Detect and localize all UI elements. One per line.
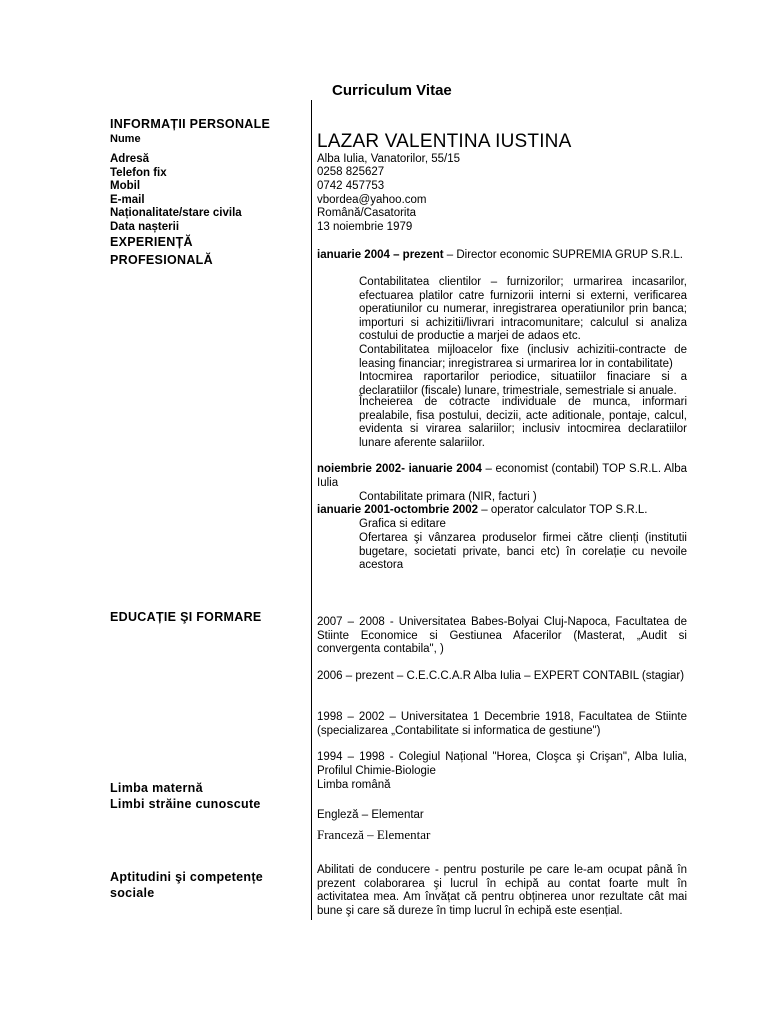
name-label: Nume: [110, 133, 141, 145]
education-item: 2006 – prezent – C.E.C.C.A.R Alba Iulia – EXPERT CONTABIL (stagiar): [317, 670, 685, 682]
job2-period: noiembrie 2002- ianuarie 2004: [317, 463, 482, 475]
foreign-languages-label: Limbi străine cunoscute: [110, 797, 261, 811]
column-divider: [311, 100, 312, 920]
mother-tongue-value: Limba română: [317, 779, 391, 791]
job1-duty: Contabilitatea clientilor – furnizorilor; urmarirea incasarilor, efectuarea platilor catre furnizorii interni si externi, verificarea operatiunilor cu numerar, inregistrarea operatiunilor prin banca; importuri si achizitii/livrari intracomunitare; calculul si analiza costului de productie a marjei de adaos etc.: [359, 276, 687, 343]
mobile-value: 0742 457753: [317, 180, 385, 192]
section-education: EDUCAȚIE ŞI FORMARE: [110, 610, 262, 624]
job1-duty: Intocmirea raportarilor periodice, situatiilor finaciare si a declaratiilor (fiscale) lunare, trimestriale, semestriale si anuale.: [359, 371, 687, 397]
job2-role: – economist (contabil) TOP S.R.L. Alba Iulia: [317, 463, 688, 489]
email-label: E-mail: [110, 194, 145, 206]
address-label: Adresă: [110, 153, 149, 165]
address-value: Alba Iulia, Vanatorilor, 55/15: [317, 153, 460, 165]
section-experience-line2: PROFESIONALĂ: [110, 253, 213, 267]
social-skills-label-line2: sociale: [110, 886, 155, 900]
phone-label: Telefon fix: [110, 167, 167, 179]
job3-period: ianuarie 2001-octombrie 2002: [317, 504, 479, 516]
job2-header: [317, 463, 687, 490]
social-skills-text: Abilitati de conducere - pentru posturile pe care le-am ocupat până în prezent colaborarea şi lucrul în echipă au contat foarte mult în activitatea mea. Am învățat că pentru obținerea unor rezultate cât mai bune şi care să dureze în timp lucrul în echipă este esențial.: [317, 864, 687, 917]
nationality-value: Română/Casatorita: [317, 207, 417, 219]
phone-value: 0258 825627: [317, 166, 385, 178]
mother-tongue-label: Limba maternă: [110, 781, 203, 795]
section-experience-line1: EXPERIENȚĂ: [110, 235, 193, 249]
foreign-language-english: Engleză – Elementar: [317, 809, 424, 821]
job2-duty: Contabilitate primara (NIR, facturi ): [359, 491, 537, 503]
name-value: LAZAR VALENTINA IUSTINA: [317, 131, 572, 152]
job1-duty: Contabilitatea mijloacelor fixe (inclusiv achizitii-contracte de leasing financiar; inregistrarea si urmarirea lor in contabilitate): [359, 344, 687, 370]
section-personal-info: INFORMAȚII PERSONALE: [110, 117, 271, 131]
job1-role: – Director economic SUPREMIA GRUP S.R.L.: [443, 249, 684, 261]
cv-title: Curriculum Vitae: [332, 82, 452, 99]
social-skills-label-line1: Aptitudini şi competențe: [110, 870, 264, 884]
education-item: 1994 – 1998 - Colegiul Național "Horea, Cloşca şi Crişan", Alba Iulia, Profilul Chimie-Biologie: [317, 751, 687, 777]
email-value: vbordea@yahoo.com: [317, 194, 427, 206]
job3-duty: Ofertarea şi vânzarea produselor firmei către clienți (institutii bugetare, societati private, banci etc) în corelație cu nevoile acestora: [359, 532, 687, 572]
job3-role: – operator calculator TOP S.R.L.: [478, 504, 648, 516]
job3-header: [317, 504, 687, 518]
birth-value: 13 noiembrie 1979: [317, 221, 413, 233]
job1-header: [317, 249, 687, 263]
job3-duty: Grafica si editare: [359, 518, 446, 530]
job1-duty: Încheierea de cotracte individuale de munca, informari prealabile, fisa postului, decizii, acte aditionale, pontaje, calcul, evidenta si virarea salariilor; inclusiv intocmirea declaratiilor lunare aferente salariilor.: [359, 396, 687, 449]
mobile-label: Mobil: [110, 180, 141, 192]
education-item: 2007 – 2008 - Universitatea Babes-Bolyai Cluj-Napoca, Facultatea de Stiinte Economice si Gestiunea Afacerilor (Masterat, „Audit si convergenta contabila", ): [317, 616, 687, 656]
nationality-label: Naționalitate/stare civila: [110, 207, 242, 219]
education-item: 1998 – 2002 – Universitatea 1 Decembrie 1918, Facultatea de Stiinte (specializarea „Contabilitate si informatica de gestiune"): [317, 711, 687, 737]
birth-label: Data nașterii: [110, 221, 180, 233]
job1-period: ianuarie 2004 – prezent: [317, 249, 444, 261]
foreign-language-french: Franceză – Elementar: [317, 827, 431, 842]
